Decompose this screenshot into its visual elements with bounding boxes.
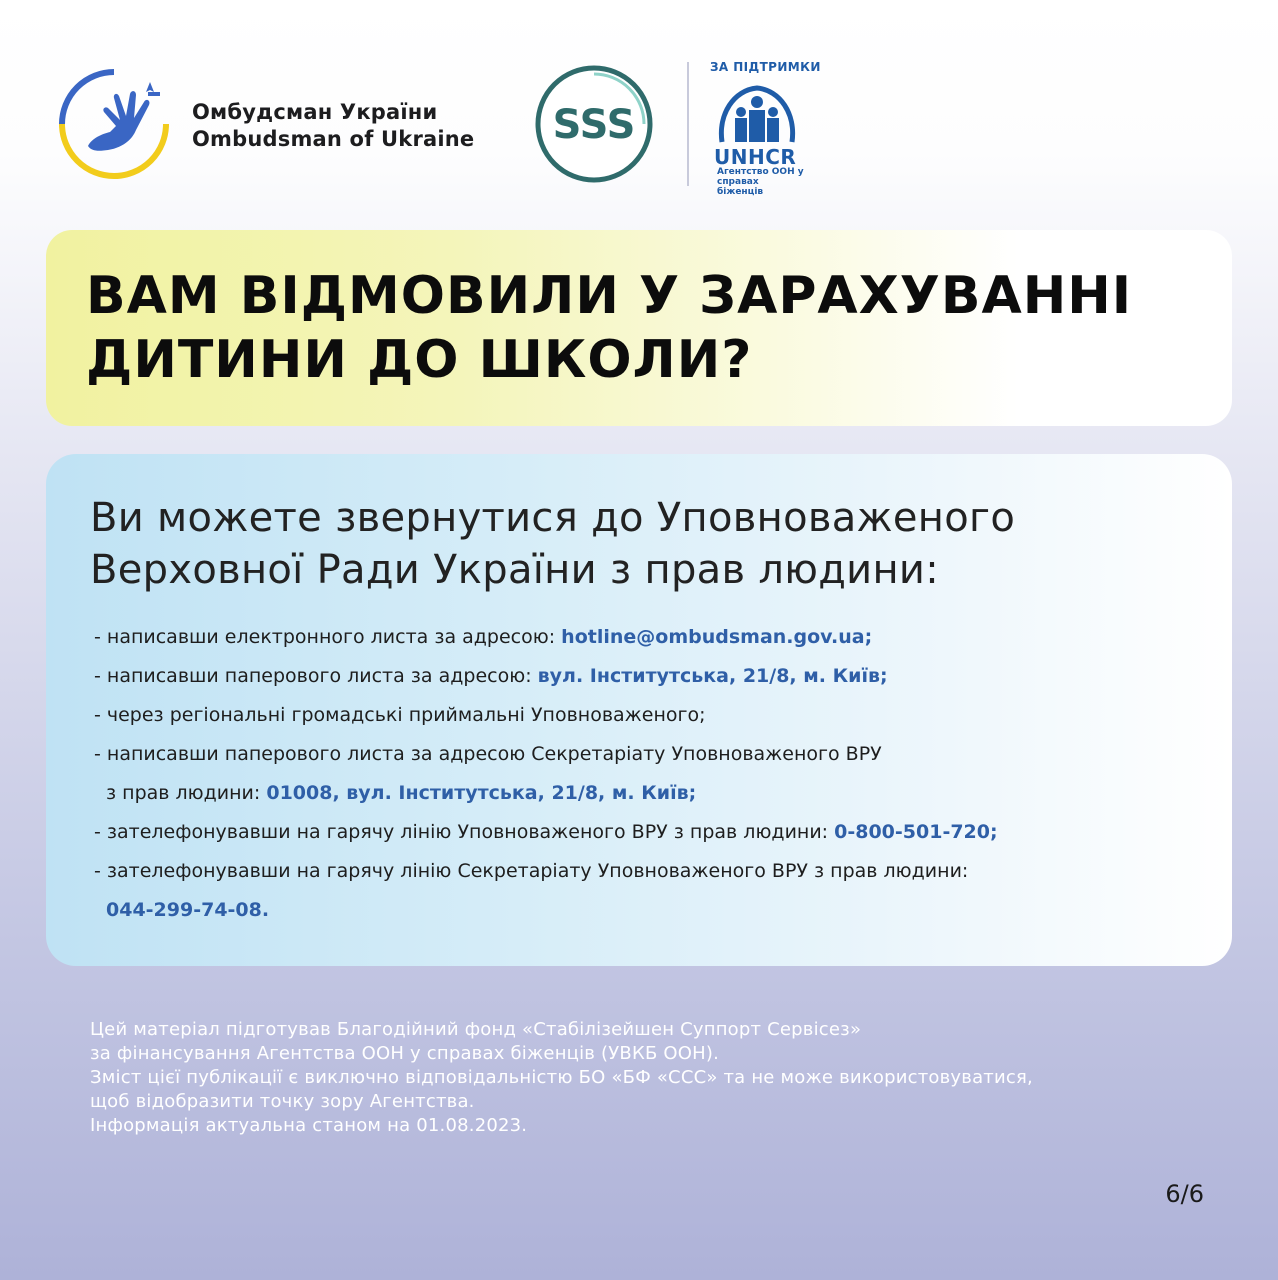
contact-list xyxy=(94,618,1214,930)
list-item-text: - через регіональні громадські приймальні Уповноваженого; xyxy=(94,704,706,726)
title-card xyxy=(46,230,1232,426)
list-item-secretariat-phone xyxy=(94,891,1214,930)
list-item-secretariat-address xyxy=(94,774,1214,813)
ombudsman-logo xyxy=(58,68,170,180)
unhcr-logo xyxy=(714,84,800,148)
list-item-secretariat-letter xyxy=(94,735,1214,774)
page-number: 6/6 xyxy=(1165,1180,1204,1208)
sss-logo xyxy=(530,62,658,186)
email-link[interactable]: hotline@ombudsman.gov.ua; xyxy=(561,626,873,648)
address-text: вул. Інститутська, 21/8, м. Київ; xyxy=(537,665,888,687)
list-item-regional-offices xyxy=(94,696,1214,735)
title-line-2: ДИТИНИ ДО ШКОЛИ? xyxy=(86,330,753,390)
ombudsman-name xyxy=(192,99,474,153)
disclaimer-line: Зміст цієї публікації є виключно відповідальністю БО «БФ «ССС» та не може використовуватися, xyxy=(90,1067,1033,1088)
ombudsman-name-en: Ombudsman of Ukraine xyxy=(192,127,475,151)
info-card xyxy=(46,454,1232,966)
list-item-hotline xyxy=(94,813,1214,852)
list-item-text: - написавши паперового листа за адресою Секретаріату Уповноваженого ВРУ xyxy=(94,743,882,765)
ombudsman-hand-icon xyxy=(58,68,170,180)
list-item-secretariat-hotline xyxy=(94,852,1214,891)
page-title xyxy=(86,264,1206,392)
info-heading-line-2: Верховної Ради України з прав людини: xyxy=(90,547,939,593)
unhcr-people-shelter-icon xyxy=(714,84,800,148)
info-heading-line-1: Ви можете звернутися до Уповноваженого xyxy=(90,495,1016,541)
list-item-text: - зателефонувавши на гарячу лінію Уповноваженого ВРУ з прав людини: xyxy=(94,821,835,843)
list-item-text: - написавши паперового листа за адресою: xyxy=(94,665,538,687)
hotline-phone-link[interactable]: 0-800-501-720; xyxy=(834,821,998,843)
disclaimer-line: Цей матеріал підготував Благодійний фонд «Стабілізейшен Суппорт Сервісез» xyxy=(90,1019,862,1040)
unhcr-name: UNHCR xyxy=(714,145,797,169)
ombudsman-name-uk: Омбудсман України xyxy=(192,100,438,124)
list-item-text: - зателефонувавши на гарячу лінію Секретаріату Уповноваженого ВРУ з прав людини: xyxy=(94,860,969,882)
list-item-email xyxy=(94,618,1214,657)
list-item-text: з прав людини: xyxy=(106,782,267,804)
sss-logo-text: SSS xyxy=(552,102,636,148)
secretariat-phone-link[interactable]: 044-299-74-08. xyxy=(106,899,270,921)
list-item-text: - написавши електронного листа за адресою: xyxy=(94,626,562,648)
header-divider xyxy=(687,62,689,186)
disclaimer-line: щоб відобразити точку зору Агентства. xyxy=(90,1091,475,1112)
secretariat-address-text: 01008, вул. Інститутська, 21/8, м. Київ; xyxy=(266,782,697,804)
title-line-1: ВАМ ВІДМОВИЛИ У ЗАРАХУВАННІ xyxy=(86,266,1133,326)
unhcr-subtitle: Агентство ООН у справах біженців xyxy=(717,167,804,197)
info-heading xyxy=(90,492,1210,596)
list-item-paper-letter xyxy=(94,657,1214,696)
support-label: ЗА ПІДТРИМКИ xyxy=(710,60,821,74)
disclaimer xyxy=(90,1018,1240,1138)
sss-logo-icon xyxy=(530,62,658,186)
disclaimer-line: за фінансування Агентства ООН у справах біженців (УВКБ ООН). xyxy=(90,1043,720,1064)
disclaimer-line: Інформація актуальна станом на 01.08.2023. xyxy=(90,1115,528,1136)
